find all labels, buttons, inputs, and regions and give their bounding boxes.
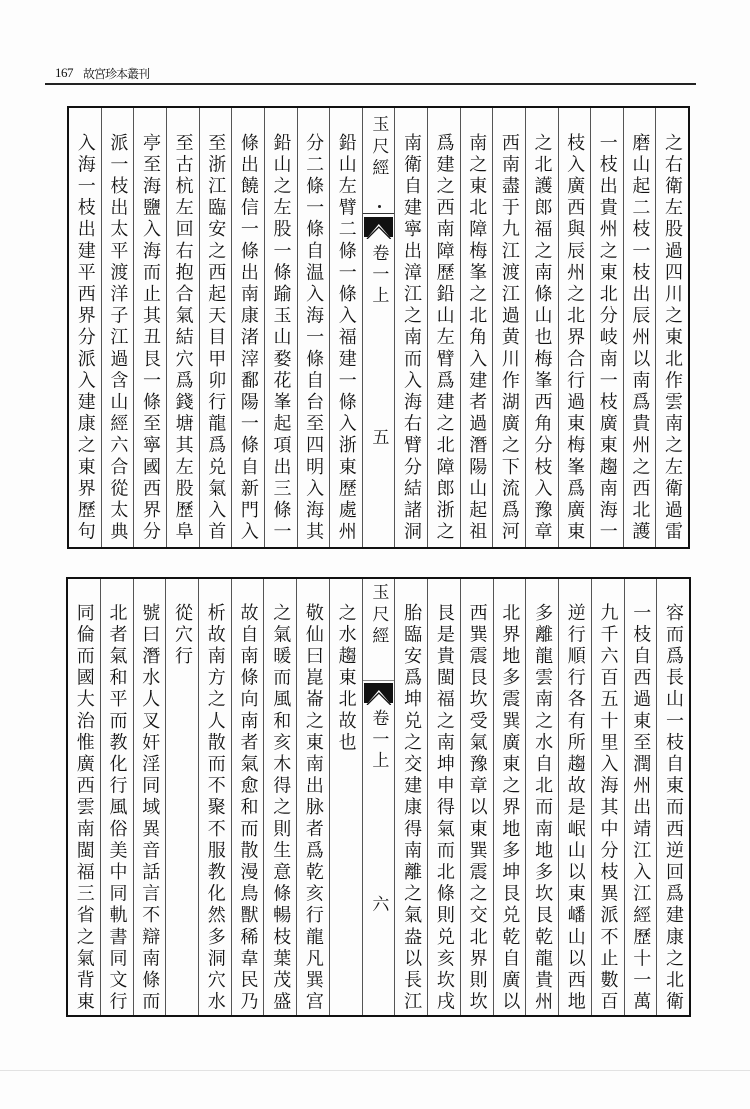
column-text: 西巽震艮坎受氣豫章以東巽震之交北界則坎 [466,603,488,1014]
column-text: 條出饒信一條出南康渚滓鄱陽一條自新門入 [237,133,259,544]
column-text: 一枝出貴州之東北分岐南一枝廣東趨南海一 [596,133,618,544]
column-text: 之水趨東北故也 [335,603,357,755]
text-column [492,108,525,547]
column-text: 同倫而國大治惟廣西雲南閩福三省之氣背東 [73,603,95,1014]
column-text: 之右衛左股過四川之東北作雲南之左衛過雷 [662,133,683,544]
text-column [656,579,689,1015]
column-text: 艮是貴閩福之南坤申得氣而北條則兑亥坎戌 [433,603,455,1014]
text-column [624,579,657,1015]
volume-label: 卷一上 [368,709,389,772]
dot-mark-icon [378,205,381,208]
text-column [199,108,232,547]
text-column [263,579,296,1015]
column-text: 北界地多震巽廣東之界地多坤艮兑乾自廣以 [499,603,521,1014]
column-text: 多離龍雲南之水自北而南地多坎艮乾龍貴州 [532,603,554,1014]
column-text: 南衛自建寧出漳江之南而入海右臂分結諸洞 [401,133,422,544]
text-column [133,579,166,1015]
text-column [394,579,427,1015]
column-text: 從穴行 [171,603,193,668]
banxin-center-column [362,108,395,547]
column-text: 之北護郎福之南條山也梅峯西角分枝入豫章 [531,133,553,544]
text-column [329,108,362,547]
scan-artifact-line [0,1070,750,1071]
column-text: 一枝自西過東至潤州出靖江入江經歷十一萬 [630,603,652,1014]
text-column [525,108,558,547]
text-column [296,579,329,1015]
text-column [297,108,330,547]
column-text: 析故南方之人散而不聚不服教化然多洞穴水 [204,603,226,1014]
fishtail-ornament-icon [364,217,394,239]
column-text: 故自南條向南者氣愈和而散漫鳥獸稀韋民乃 [237,603,259,1014]
text-column [525,579,558,1015]
volume-label: 卷一上 [368,244,389,307]
text-column [558,108,591,547]
column-text: 敬仙曰崑崙之東南出脉者爲乾亥行龍凡巽宫 [302,603,324,1014]
text-column [68,579,100,1015]
column-text: 鉛山左臂二條一條入福建一條入浙東歷處州 [335,133,357,544]
banxin-title-box [363,108,395,214]
book-title: 玉尺經 [368,115,389,181]
fishtail-ornament-icon [364,683,394,705]
text-column [590,108,623,547]
column-text: 北者氣和平而教化行風俗美中同軌書同文行 [106,603,128,1014]
text-column [623,108,656,547]
text-column [231,108,264,547]
text-column [460,108,493,547]
column-text: 磨山起二枝一枝出辰州以南爲貴州之西北護 [629,133,651,544]
series-title: 故宮珍本叢刊 [83,67,150,81]
column-text: 之氣暖而風和亥木得之則生意條暢枝葉茂盛 [270,603,292,1014]
text-column [69,108,101,547]
column-text: 枝入廣西與辰州之北界合行過東梅峯爲廣東 [564,133,586,544]
column-text: 容而爲長山一枝自東而西逆回爲建康之北衛 [663,603,684,1014]
column-text: 入海一枝出建平西界分派入建康之東界歷句 [74,133,96,544]
column-text: 至浙江臨安之西起天目甲卯行龍爲兑氣入首 [205,133,227,544]
upper-leaf [67,106,690,549]
text-column [329,579,362,1015]
column-text: 派一枝出太平渡洋子江過含山經六合從太典 [107,133,129,544]
text-column [100,579,133,1015]
column-text: 九千六百五十里入海其中分枝異派不止數百 [597,603,619,1014]
column-text: 分二條一條自温入海一條自台至四明入海其 [303,133,325,544]
text-column [166,108,199,547]
column-text: 鉛山之左股一條踰玉山婺花峯起項出三條一 [270,133,292,544]
text-column [133,108,166,547]
text-column [558,579,591,1015]
header-rule [45,83,696,85]
column-text: 爲建之西南障歷鉛山左臂爲建之北障郎浙之 [433,133,455,544]
column-text: 逆行順行各有所趨故是岷山以東嶓山以西地 [564,603,586,1014]
lower-leaf [66,577,691,1017]
page-number: 167 [55,65,73,80]
column-text: 亭至海鹽入海而止其丑艮一條至寧國西界分 [140,133,161,544]
text-column [101,108,134,547]
text-column [264,108,297,547]
banxin-center-column [362,579,395,1015]
column-text: 號曰潛水人叉奸淫同域異音話言不辯南條而 [139,603,161,1014]
text-column [427,579,460,1015]
column-text: 南之東北障梅峯之北角入建者過潛陽山起祖 [466,133,488,544]
leaf-number: 五 [368,428,389,449]
leaf-number: 六 [368,895,389,916]
text-column [427,108,460,547]
text-column [460,579,493,1015]
text-column [493,579,526,1015]
text-column [165,579,198,1015]
text-column [394,108,427,547]
text-column [231,579,264,1015]
text-column [591,579,624,1015]
banxin-title-box [363,579,395,681]
column-text: 西南盡于九江渡江過黄川作湖廣之下流爲河 [498,133,520,544]
column-text: 胎臨安爲坤兑之交建康得南離之氣盎以長江 [401,603,423,1014]
text-column [198,579,231,1015]
column-text: 至古杭左回右抱合氣結穴爲錢塘其左股歷阜 [172,133,194,544]
text-column [655,108,688,547]
book-title: 玉尺經 [368,583,389,649]
